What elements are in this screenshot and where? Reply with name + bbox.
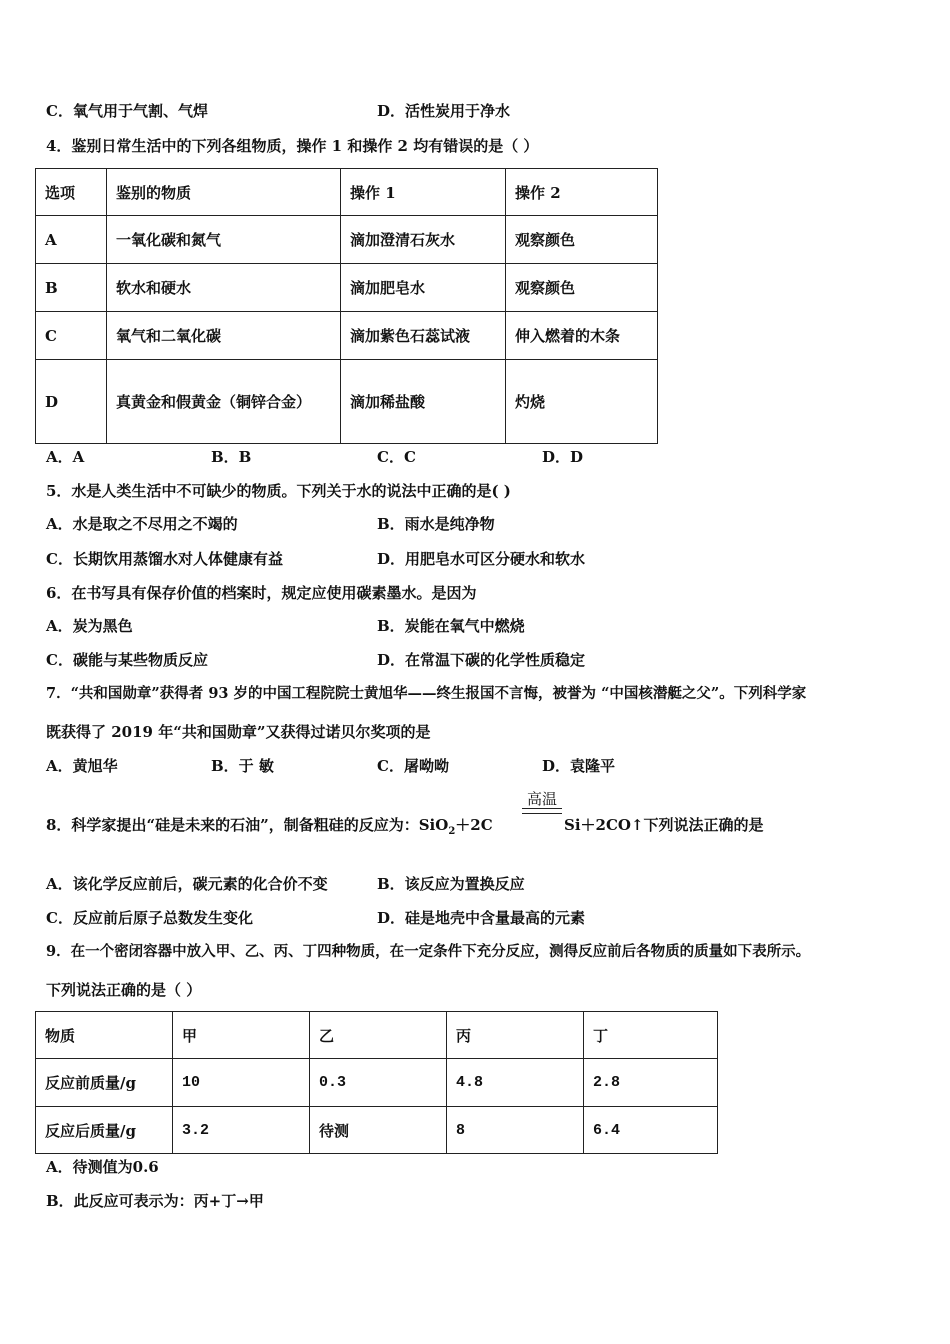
q9-option-b: B．此反应可表示为：丙+丁→甲 xyxy=(46,1192,264,1210)
reaction-condition: 高温 xyxy=(526,790,557,808)
q3-option-c: C．氧气用于气割、气焊 xyxy=(46,102,208,120)
q8-reactant-sio2: SiO$_2$ xyxy=(418,816,456,837)
table-cell: 滴加肥皂水 xyxy=(341,264,506,312)
table-cell: 观察颜色 xyxy=(506,216,658,264)
q9-stem-line2: 下列说法正确的是（ ） xyxy=(46,981,202,999)
q8-stem-prefix: 8．科学家提出“硅是未来的石油”，制备粗硅的反应为： xyxy=(46,816,419,834)
table-row xyxy=(36,216,658,264)
table-header-row xyxy=(36,1012,718,1059)
table-row xyxy=(36,1107,718,1154)
table-cell: 0.3 xyxy=(310,1059,447,1107)
table-row xyxy=(36,360,658,444)
table-header-cell: 操作 1 xyxy=(341,169,506,216)
table-cell: B xyxy=(36,264,107,312)
q3-option-d: D．活性炭用于净水 xyxy=(377,102,511,120)
table-cell: 灼烧 xyxy=(506,360,658,444)
table-cell: 滴加澄清石灰水 xyxy=(341,216,506,264)
q8-option-d: D．硅是地壳中含量最高的元素 xyxy=(377,909,586,927)
table-cell: 待测 xyxy=(310,1107,447,1154)
q5-option-d: D．用肥皂水可区分硬水和软水 xyxy=(377,550,586,568)
q7-option-d: D．袁隆平 xyxy=(542,757,616,775)
q8-reactant-c: ＋2C xyxy=(455,816,493,834)
q4-stem: 4．鉴别日常生活中的下列各组物质，操作 1 和操作 2 均有错误的是（ ） xyxy=(46,137,539,155)
table-cell: 8 xyxy=(447,1107,584,1154)
table-cell: 2.8 xyxy=(584,1059,718,1107)
table-row xyxy=(36,312,658,360)
table-cell: 一氧化碳和氮气 xyxy=(107,216,341,264)
q8-option-c: C．反应前后原子总数发生变化 xyxy=(46,909,253,927)
table-row xyxy=(36,1059,718,1107)
table-header-cell: 选项 xyxy=(36,169,107,216)
q6-option-c: C．碳能与某些物质反应 xyxy=(46,651,208,669)
reaction-condition-arrow xyxy=(520,790,564,814)
q6-option-a: A．炭为黑色 xyxy=(46,617,133,635)
q9-option-a: A．待测值为0.6 xyxy=(46,1158,159,1176)
table-cell: 观察颜色 xyxy=(506,264,658,312)
q5-stem: 5．水是人类生活中不可缺少的物质。下列关于水的说法中正确的是( ) xyxy=(46,482,511,500)
q9-stem-line1: 9．在一个密闭容器中放入甲、乙、丙、丁四种物质，在一定条件下充分反应，测得反应前后各物质的质量如下表所示。 xyxy=(46,943,811,960)
q4-option-d: D．D xyxy=(542,448,584,466)
table-cell: 3.2 xyxy=(173,1107,310,1154)
table-header-cell: 物质 xyxy=(36,1012,173,1059)
q8-option-a: A．该化学反应前后，碳元素的化合价不变 xyxy=(46,875,328,893)
q5-option-b: B．雨水是纯净物 xyxy=(377,515,495,533)
table-header-row xyxy=(36,169,658,216)
q6-option-b: B．炭能在氧气中燃烧 xyxy=(377,617,525,635)
table-header-cell: 乙 xyxy=(310,1012,447,1059)
q9-table xyxy=(35,1011,718,1154)
table-cell: 氧气和二氧化碳 xyxy=(107,312,341,360)
q7-stem-line1: 7．“共和国勋章”获得者 93 岁的中国工程院院士黄旭华——终生报国不言悔，被誉为 “中国核潜艇之父”。下列科学家 xyxy=(46,685,807,702)
q8-products-and-suffix xyxy=(564,815,764,835)
table-header-cell: 甲 xyxy=(173,1012,310,1059)
q7-option-b: B．于 敏 xyxy=(211,757,274,775)
q4-option-a: A．A xyxy=(46,448,85,466)
table-cell: 伸入燃着的木条 xyxy=(506,312,658,360)
q6-option-d: D．在常温下碳的化学性质稳定 xyxy=(377,651,586,669)
q7-option-a: A．黄旭华 xyxy=(46,757,118,775)
q4-table xyxy=(35,168,658,444)
table-cell: 滴加稀盐酸 xyxy=(341,360,506,444)
q8-stem xyxy=(46,815,493,842)
q5-option-c: C．长期饮用蒸馏水对人体健康有益 xyxy=(46,550,283,568)
table-cell: 6.4 xyxy=(584,1107,718,1154)
q7-option-c: C．屠呦呦 xyxy=(377,757,449,775)
table-header-cell: 操作 2 xyxy=(506,169,658,216)
table-cell: 10 xyxy=(173,1059,310,1107)
table-cell: 反应前质量/g xyxy=(36,1059,173,1107)
equals-bar xyxy=(522,808,562,814)
q8-stem-suffix: 下列说法正确的是 xyxy=(643,816,764,834)
q6-stem: 6．在书写具有保存价值的档案时，规定应使用碳素墨水。是因为 xyxy=(46,584,477,602)
table-cell: D xyxy=(36,360,107,444)
q4-option-b: B．B xyxy=(211,448,252,466)
table-cell: A xyxy=(36,216,107,264)
q8-option-b: B．该反应为置换反应 xyxy=(377,875,525,893)
table-header-cell: 鉴别的物质 xyxy=(107,169,341,216)
table-cell: 滴加紫色石蕊试液 xyxy=(341,312,506,360)
table-cell: 反应后质量/g xyxy=(36,1107,173,1154)
table-header-cell: 丙 xyxy=(447,1012,584,1059)
table-cell: C xyxy=(36,312,107,360)
q8-products: Si＋2CO↑ xyxy=(564,816,644,834)
table-cell: 4.8 xyxy=(447,1059,584,1107)
table-cell: 软水和硬水 xyxy=(107,264,341,312)
table-row xyxy=(36,264,658,312)
q5-option-a: A．水是取之不尽用之不竭的 xyxy=(46,515,238,533)
table-header-cell: 丁 xyxy=(584,1012,718,1059)
q7-stem-line2: 既获得了 2019 年“共和国勋章”又获得过诺贝尔奖项的是 xyxy=(46,723,431,741)
table-cell: 真黄金和假黄金（铜锌合金） xyxy=(107,360,341,444)
q4-option-c: C．C xyxy=(377,448,416,466)
